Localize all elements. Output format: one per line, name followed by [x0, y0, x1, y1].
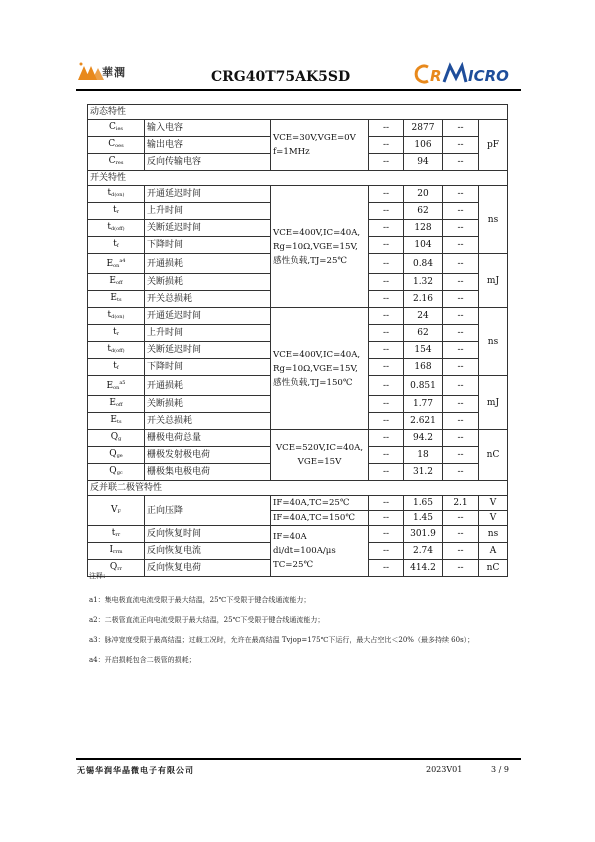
value-max: -- — [443, 526, 479, 543]
param-symbol: $t_f$ — [88, 237, 145, 254]
param-name: 栅极集电极电荷 — [145, 464, 271, 481]
logo-left-text: 華潤 — [102, 66, 126, 79]
symbol-subscript: ts — [117, 419, 122, 425]
unit: ns — [479, 526, 508, 543]
param-symbol: $t_{d(on)}$ — [88, 308, 145, 325]
symbol-subscript: f — [116, 243, 119, 249]
value-min: -- — [369, 496, 404, 511]
param-symbol: $I_{rrm}$ — [88, 543, 145, 560]
value-min: -- — [369, 154, 404, 171]
param-name: 反向恢复时间 — [145, 526, 271, 543]
value-min: -- — [369, 291, 404, 308]
param-name: 上升时间 — [145, 325, 271, 342]
unit: pF — [479, 120, 508, 171]
symbol-subscript: ts — [117, 297, 122, 303]
value-min: -- — [369, 396, 404, 413]
value-min: -- — [369, 376, 404, 396]
value-max: -- — [443, 237, 479, 254]
value-max: -- — [443, 120, 479, 137]
value-typ: 0.84 — [404, 254, 443, 274]
param-symbol: $t_{d(off)}$ — [88, 220, 145, 237]
value-max: -- — [443, 154, 479, 171]
param-symbol: $C_{res}$ — [88, 154, 145, 171]
test-condition: VCE=30V,VGE=0V f=1MHz — [271, 120, 369, 171]
unit: V — [479, 496, 508, 511]
value-max: -- — [443, 376, 479, 396]
param-name: 正向压降 — [145, 496, 271, 526]
svg-text:R: R — [430, 67, 442, 85]
value-typ: 104 — [404, 237, 443, 254]
value-typ: 0.851 — [404, 376, 443, 396]
note-a3: a3：脉冲宽度受限于最高结温；过载工况时，允许在最高结温 Tvjop=175℃下运行，最大占空比＜20%（最多持续 60s）； — [89, 636, 475, 644]
symbol-subscript: rrm — [113, 549, 123, 555]
value-min: -- — [369, 237, 404, 254]
value-min: -- — [369, 254, 404, 274]
value-max: -- — [443, 342, 479, 359]
symbol-subscript: F — [117, 508, 121, 515]
param-name: 关断损耗 — [145, 274, 271, 291]
note-a4: a4：开启损耗包含二极管的损耗； — [89, 656, 196, 664]
svg-text:ICRO: ICRO — [468, 67, 509, 85]
param-name: 栅极电荷总量 — [145, 430, 271, 447]
value-typ: 2.621 — [404, 413, 443, 430]
table-row — [88, 496, 508, 511]
param-name: 关断延迟时间 — [145, 342, 271, 359]
param-symbol: $E_{off}$ — [88, 274, 145, 291]
param-name: 开通延迟时间 — [145, 308, 271, 325]
value-min: -- — [369, 560, 404, 577]
value-min: -- — [369, 543, 404, 560]
param-name: 输入电容 — [145, 120, 271, 137]
param-name: 关断延迟时间 — [145, 220, 271, 237]
symbol-subscript: on — [113, 385, 120, 391]
param-symbol: $Q_g$ — [88, 430, 145, 447]
value-max: -- — [443, 291, 479, 308]
test-condition: VCE=400V,IC=40A, Rg=10Ω,VGE=15V, 感性负载,TJ=25℃ — [271, 186, 369, 308]
note-a2: a2：二极管直流正向电流受限于最大结温，25℃下受限于键合线通流能力； — [89, 616, 325, 624]
value-max: -- — [443, 220, 479, 237]
param-name: 开关总损耗 — [145, 413, 271, 430]
footer-company: 无锡华润华晶微电子有限公司 — [77, 766, 194, 775]
note-a1: a1：集电极直流电流受限于最大结温，25℃下受限于键合线通流能力； — [89, 596, 311, 604]
value-typ: 94 — [404, 154, 443, 171]
value-max: -- — [443, 543, 479, 560]
value-max: -- — [443, 430, 479, 447]
value-typ: 18 — [404, 447, 443, 464]
value-typ: 1.32 — [404, 274, 443, 291]
param-symbol: $E_{on}^{a5}$ — [88, 376, 145, 396]
section-switching-heading: 开关特性 — [88, 171, 508, 186]
value-typ: 154 — [404, 342, 443, 359]
section-diode-row — [88, 481, 508, 496]
symbol-subscript: d(on) — [111, 192, 125, 198]
param-name: 开通损耗 — [145, 376, 271, 396]
table-row — [88, 430, 508, 447]
value-min: -- — [369, 447, 404, 464]
value-typ: 1.77 — [404, 396, 443, 413]
param-symbol: $Q_{ge}$ — [88, 447, 145, 464]
param-symbol: $E_{ts}$ — [88, 413, 145, 430]
symbol-subscript: off — [116, 402, 123, 408]
param-name: 上升时间 — [145, 203, 271, 220]
footer-divider — [76, 758, 521, 760]
symbol-subscript: d(off) — [110, 226, 125, 232]
symbol-subscript: off — [116, 280, 123, 286]
section-switching-row — [88, 171, 508, 186]
table-row — [88, 308, 508, 325]
unit: nC — [479, 430, 508, 481]
symbol-subscript: g — [118, 436, 122, 442]
test-condition: VCE=520V,IC=40A, VGE=15V — [271, 430, 369, 481]
param-symbol: $C_{ies}$ — [88, 120, 145, 137]
symbol-subscript: r — [116, 331, 119, 337]
value-typ: 31.2 — [404, 464, 443, 481]
value-min: -- — [369, 274, 404, 291]
test-condition: IF=40A,TC=150℃ — [271, 511, 369, 526]
value-min: -- — [369, 342, 404, 359]
param-symbol: $t_{d(off)}$ — [88, 342, 145, 359]
test-condition: IF=40A di/dt=100A/μs TC=25℃ — [271, 526, 369, 577]
value-min: -- — [369, 430, 404, 447]
param-symbol: $t_r$ — [88, 203, 145, 220]
value-typ: 62 — [404, 203, 443, 220]
symbol-subscript: on — [113, 263, 120, 269]
param-name: 栅极发射极电荷 — [145, 447, 271, 464]
test-condition: VCE=400V,IC=40A, Rg=10Ω,VGE=15V, 感性负载,TJ=150℃ — [271, 308, 369, 430]
value-max: -- — [443, 274, 479, 291]
param-name: 反向恢复电流 — [145, 543, 271, 560]
value-min: -- — [369, 120, 404, 137]
value-typ: 128 — [404, 220, 443, 237]
param-symbol: $V_F$ — [88, 496, 145, 526]
unit: mJ — [479, 254, 508, 308]
value-min: -- — [369, 308, 404, 325]
param-symbol: $Q_{rr}$ — [88, 560, 145, 577]
param-name: 开通延迟时间 — [145, 186, 271, 203]
value-max: -- — [443, 203, 479, 220]
value-typ: 168 — [404, 359, 443, 376]
document-title: CRG40T75AK5SD — [211, 69, 351, 85]
section-diode-heading: 反并联二极管特性 — [88, 481, 508, 496]
param-name: 下降时间 — [145, 237, 271, 254]
param-symbol: $E_{on}^{a4}$ — [88, 254, 145, 274]
section-dynamic-heading: 动态特性 — [88, 105, 508, 120]
electrical-characteristics-table — [87, 104, 508, 577]
value-typ: 1.45 — [404, 511, 443, 526]
param-name: 反向恢复电荷 — [145, 560, 271, 577]
value-min: -- — [369, 220, 404, 237]
value-typ: 94.2 — [404, 430, 443, 447]
table-row — [88, 186, 508, 203]
param-symbol: $E_{off}$ — [88, 396, 145, 413]
value-typ: 24 — [404, 308, 443, 325]
value-typ: 301.9 — [404, 526, 443, 543]
value-typ: 106 — [404, 137, 443, 154]
param-name: 下降时间 — [145, 359, 271, 376]
crmicro-logo-icon — [414, 62, 524, 86]
param-name: 开通损耗 — [145, 254, 271, 274]
value-max: -- — [443, 137, 479, 154]
value-typ: 1.65 — [404, 496, 443, 511]
value-min: -- — [369, 325, 404, 342]
value-min: -- — [369, 203, 404, 220]
value-max: -- — [443, 511, 479, 526]
table-row — [88, 120, 508, 137]
value-min: -- — [369, 137, 404, 154]
value-max: -- — [443, 359, 479, 376]
symbol-subscript: d(off) — [110, 348, 125, 354]
symbol-subscript: ies — [115, 126, 123, 132]
value-max: -- — [443, 560, 479, 577]
value-min: -- — [369, 526, 404, 543]
param-symbol: $t_{d(on)}$ — [88, 186, 145, 203]
value-typ: 2877 — [404, 120, 443, 137]
table-row — [88, 526, 508, 543]
unit: mJ — [479, 376, 508, 430]
value-min: -- — [369, 464, 404, 481]
symbol-subscript: d(on) — [111, 314, 125, 320]
symbol-subscript: res — [115, 160, 124, 166]
value-typ: 2.16 — [404, 291, 443, 308]
value-max: -- — [443, 396, 479, 413]
value-max: -- — [443, 308, 479, 325]
param-name: 反向传输电容 — [145, 154, 271, 171]
value-max: -- — [443, 254, 479, 274]
param-symbol: $E_{ts}$ — [88, 291, 145, 308]
value-max: -- — [443, 447, 479, 464]
symbol-subscript: f — [116, 365, 119, 371]
param-symbol: $Q_{gc}$ — [88, 464, 145, 481]
value-max: -- — [443, 413, 479, 430]
footer-page-number: 3 / 9 — [491, 765, 509, 774]
param-symbol: $t_r$ — [88, 325, 145, 342]
param-symbol: $t_f$ — [88, 359, 145, 376]
value-min: -- — [369, 186, 404, 203]
value-typ: 20 — [404, 186, 443, 203]
value-max: -- — [443, 186, 479, 203]
symbol-subscript: r — [116, 209, 119, 215]
param-name: 开关总损耗 — [145, 291, 271, 308]
symbol-subscript: rr — [117, 566, 123, 572]
param-symbol: $t_{rr}$ — [88, 526, 145, 543]
value-max: -- — [443, 464, 479, 481]
symbol-subscript: gc — [116, 470, 123, 476]
unit: V — [479, 511, 508, 526]
symbol-superscript: a4 — [119, 258, 126, 264]
unit: nC — [479, 560, 508, 577]
value-max: 2.1 — [443, 496, 479, 511]
param-name: 输出电容 — [145, 137, 271, 154]
value-typ: 62 — [404, 325, 443, 342]
value-min: -- — [369, 511, 404, 526]
symbol-subscript: rr — [115, 532, 121, 538]
unit: A — [479, 543, 508, 560]
value-typ: 414.2 — [404, 560, 443, 577]
value-typ: 2.74 — [404, 543, 443, 560]
unit: ns — [479, 186, 508, 254]
footer-version: 2023V01 — [426, 765, 463, 774]
value-min: -- — [369, 359, 404, 376]
value-max: -- — [443, 325, 479, 342]
header-divider — [76, 89, 521, 91]
test-condition: IF=40A,TC=25℃ — [271, 496, 369, 511]
symbol-subscript: oes — [115, 143, 124, 149]
param-name: 关断损耗 — [145, 396, 271, 413]
section-dynamic-row — [88, 105, 508, 120]
param-symbol: $C_{oes}$ — [88, 137, 145, 154]
notes-title: 注释: — [89, 572, 106, 580]
unit: ns — [479, 308, 508, 376]
value-min: -- — [369, 413, 404, 430]
symbol-superscript: a5 — [119, 380, 126, 386]
symbol-subscript: ge — [116, 453, 123, 459]
